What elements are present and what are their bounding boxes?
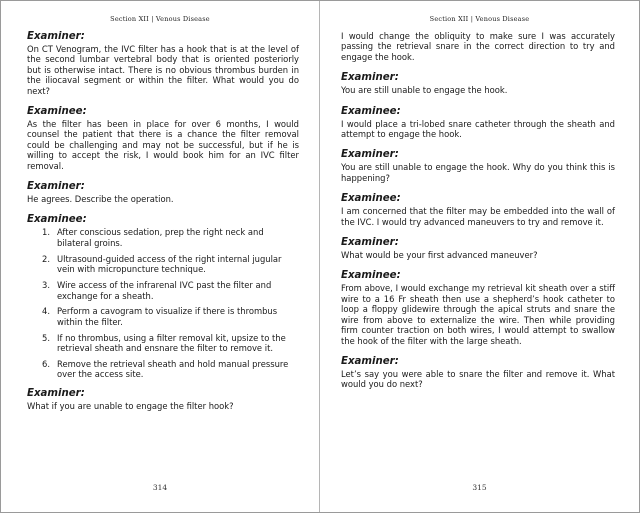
running-head: Section XII | Venous Disease [110,15,210,23]
step-text: Remove the retrieval sheath and hold manual pressure over the access site. [57,359,289,380]
step-number: 1. [42,227,50,238]
page-number: 315 [472,483,487,492]
dialogue-text: Let’s say you were able to snare the filter and remove it. What would you do next? [341,368,615,390]
step-number: 3. [42,280,50,291]
speaker-label: Examinee: [27,214,87,226]
dialogue-text: What if you are unable to engage the filter hook? [27,400,234,411]
dialogue-text: As the filter has been in place for over 6 months, I would counsel the patient that there is a chance the filter removal could be challenging and may not be successful, but if he is willing to accept the risk, I would book him for an IVC filter removal. [27,119,299,171]
speaker-label: Examiner: [341,149,399,161]
list-item [27,280,299,301]
list-item [27,359,299,380]
page-number: 314 [152,483,168,492]
dialogue-text: You are still unable to engage the hook. Why do you think this is happening? [341,162,615,183]
step-number: 4. [42,306,50,317]
step-text: If no thrombus, using a filter removal kit, upsize to the retrieval sheath and ensnare the filter to remove it. [57,332,286,354]
speaker-label: Examiner: [341,237,399,249]
step-text: Perform a cavogram to visualize if there is thrombus within the filter. [57,306,278,327]
speaker-label: Examiner: [27,31,85,42]
dialogue-text: What would be your first advanced maneuver? [341,250,538,261]
speaker-label: Examiner: [27,387,85,399]
speaker-label: Examiner: [341,355,399,367]
step-text: Ultrasound-guided access of the right internal jugular vein with micropuncture technique. [57,253,282,275]
dialogue-text: I would change the obliquity to make sure I was accurately passing the retrieval snare in the correct direction to try and engage the hook. [341,31,615,62]
step-text: After conscious sedation, prep the right neck and bilateral groins. [57,227,264,248]
step-text: Wire access of the infrarenal IVC past the filter and exchange for a sheath. [57,280,272,301]
list-item [27,227,299,248]
page-body [341,31,615,400]
speaker-label: Examiner: [341,72,399,84]
speaker-label: Examinee: [341,105,401,117]
speaker-label: Examinee: [341,270,401,282]
speaker-label: Examiner: [27,181,85,193]
dialogue-text: On CT Venogram, the IVC filter has a hook that is at the level of the second lumbar vertebral body that is oriented posteriorly but is otherwise intact. There is no obvious thrombus burden in the iliocaval segment or within the filter. What would you do next? [27,44,299,96]
left-page [1,1,319,512]
step-number: 5. [42,332,50,343]
page-body [27,31,299,421]
operation-steps-list [27,227,299,379]
step-number: 2. [42,253,50,264]
dialogue-text: I am concerned that the filter may be embedded into the wall of the IVC. I would try advanced maneuvers to try and remove it. [341,206,615,227]
dialogue-text: He agrees. Describe the operation. [27,194,174,205]
dialogue-text: I would place a tri-lobed snare catheter through the sheath and attempt to engage the hook. [341,118,615,140]
step-number: 6. [42,359,50,370]
right-page [320,1,639,512]
list-item [27,333,299,354]
list-item [27,254,299,275]
speaker-label: Examinee: [341,193,401,205]
speaker-label: Examinee: [27,106,87,118]
dialogue-text: From above, I would exchange my retrieval kit sheath over a stiff wire to a 16 Fr sheath then use a shepherd’s hook catheter to loop a floppy glidewire through the apical struts and snare the wire from above to externalize the wire. Then while providing firm counter traction on both wires, I would attempt to swallow the hook of the filter with the large sheath. [341,283,615,346]
dialogue-text: You are still unable to engage the hook. [341,85,508,96]
running-head: Section XII | Venous Disease [429,15,530,23]
list-item [27,306,299,327]
